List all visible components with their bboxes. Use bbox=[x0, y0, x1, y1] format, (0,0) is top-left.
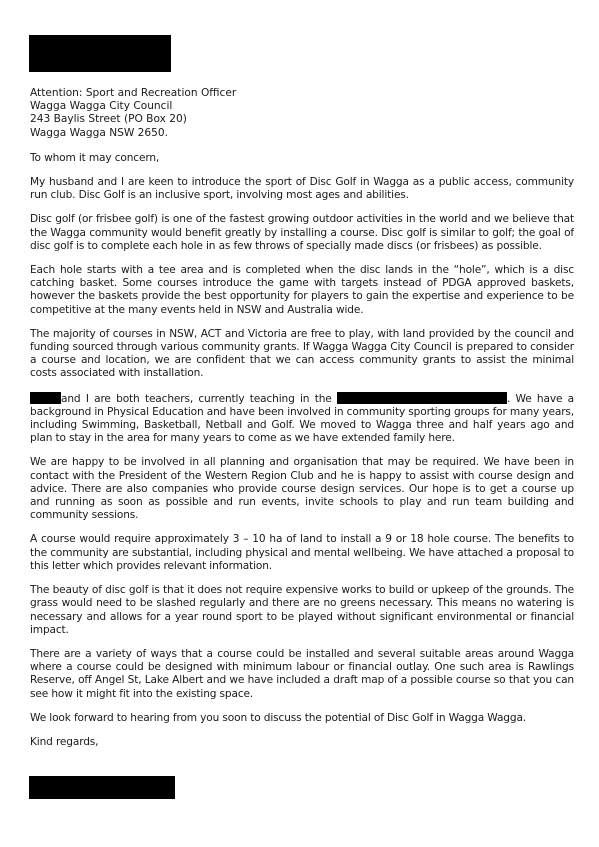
paragraph-8: The beauty of disc golf is that it does not require expensive works to build or upkeep of the grounds. The grass would need to be slashed regularly and there are no greens necessary. This means no watering is necessary and allows for a year round sport to be played without significant environmental or financial impact. bbox=[30, 584, 574, 636]
paragraph-9: There are a variety of ways that a course could be installed and several suitable areas around Wagga where a course could be designed with minimum labour or financial outlay. One such area is Rawlings Reserve, off Angel St, Lake Albert and we have included a draft map of a possible course so that you can see how it might fit into the existing space. bbox=[30, 647, 574, 700]
redacted-name bbox=[30, 392, 61, 404]
address-line-4: Wagga Wagga NSW 2650. bbox=[30, 126, 169, 139]
redacted-header-block bbox=[29, 35, 171, 72]
address-line-1: Attention: Sport and Recreation Officer bbox=[30, 87, 237, 99]
paragraph-1: My husband and I are keen to introduce the sport of Disc Golf in Wagga as a public access, community run club. Disc Golf is an inclusive sport, involving most ages and abilities. bbox=[30, 176, 574, 202]
paragraph-5 bbox=[30, 392, 574, 446]
paragraph-2: Disc golf (or frisbee golf) is one of the fastest growing outdoor activities in the world and we believe that the Wagga community would benefit greatly by installing a course. Disc golf is similar to golf; the goal of disc golf is to complete each hole in as few throws of specially made discs (or frisbees) as possible. bbox=[30, 213, 574, 252]
redacted-school bbox=[337, 392, 507, 404]
paragraph-4: The majority of courses in NSW, ACT and Victoria are free to play, with land provided by the council and funding sourced through various community grants. If Wagga Wagga City Council is prepared to consider a course and location, we are confident that we can access community grants to assist the minimal costs associated with installation. bbox=[30, 327, 574, 380]
closing: Kind regards, bbox=[30, 735, 99, 748]
paragraph-7: A course would require approximately 3 – 10 ha of land to install a 9 or 18 hole course. The benefits to the community are substantial, including physical and mental wellbeing. We have attached a proposal to this letter which provides relevant information. bbox=[30, 533, 574, 572]
paragraph-6: We are happy to be involved in all planning and organisation that may be required. We have been in contact with the President of the Western Region Club and he is happy to assist with course design and advice. There are also companies who provide course design services. Our hope is to get a course up and running as soon as possible and run events, invite schools to play and run team building and community sessions. bbox=[30, 456, 574, 522]
address-line-3: 243 Baylis Street (PO Box 20) bbox=[30, 113, 187, 126]
paragraph-3: Each hole starts with a tee area and is completed when the disc lands in the “hole”, which is a disc catching basket. Some courses introduce the game with targets instead of PDGA approved baskets, however the baskets provide the best opportunity for players to gain the expertise and experience to be competitive at the many events held in NSW and Australia wide. bbox=[30, 264, 574, 316]
salutation: To whom it may concern, bbox=[30, 151, 160, 164]
paragraph-5-part-b: . We have a background in Physical Education and have been involved in community sporting groups for many years, including Swimming, Basketball, Netball and Golf. We moved to Wagga three and half years ago and plan to stay in the area for many years to come as we have extended family here. bbox=[30, 392, 575, 445]
redacted-signature-block bbox=[29, 776, 175, 799]
letter-body bbox=[30, 87, 574, 749]
address-line-2: Wagga Wagga City Council bbox=[30, 100, 173, 113]
paragraph-5-part-a: and I are both teachers, currently teaching in the bbox=[61, 392, 332, 405]
paragraph-10: We look forward to hearing from you soon to discuss the potential of Disc Golf in Wagga Wagga. bbox=[30, 711, 526, 724]
recipient-address bbox=[30, 87, 574, 140]
